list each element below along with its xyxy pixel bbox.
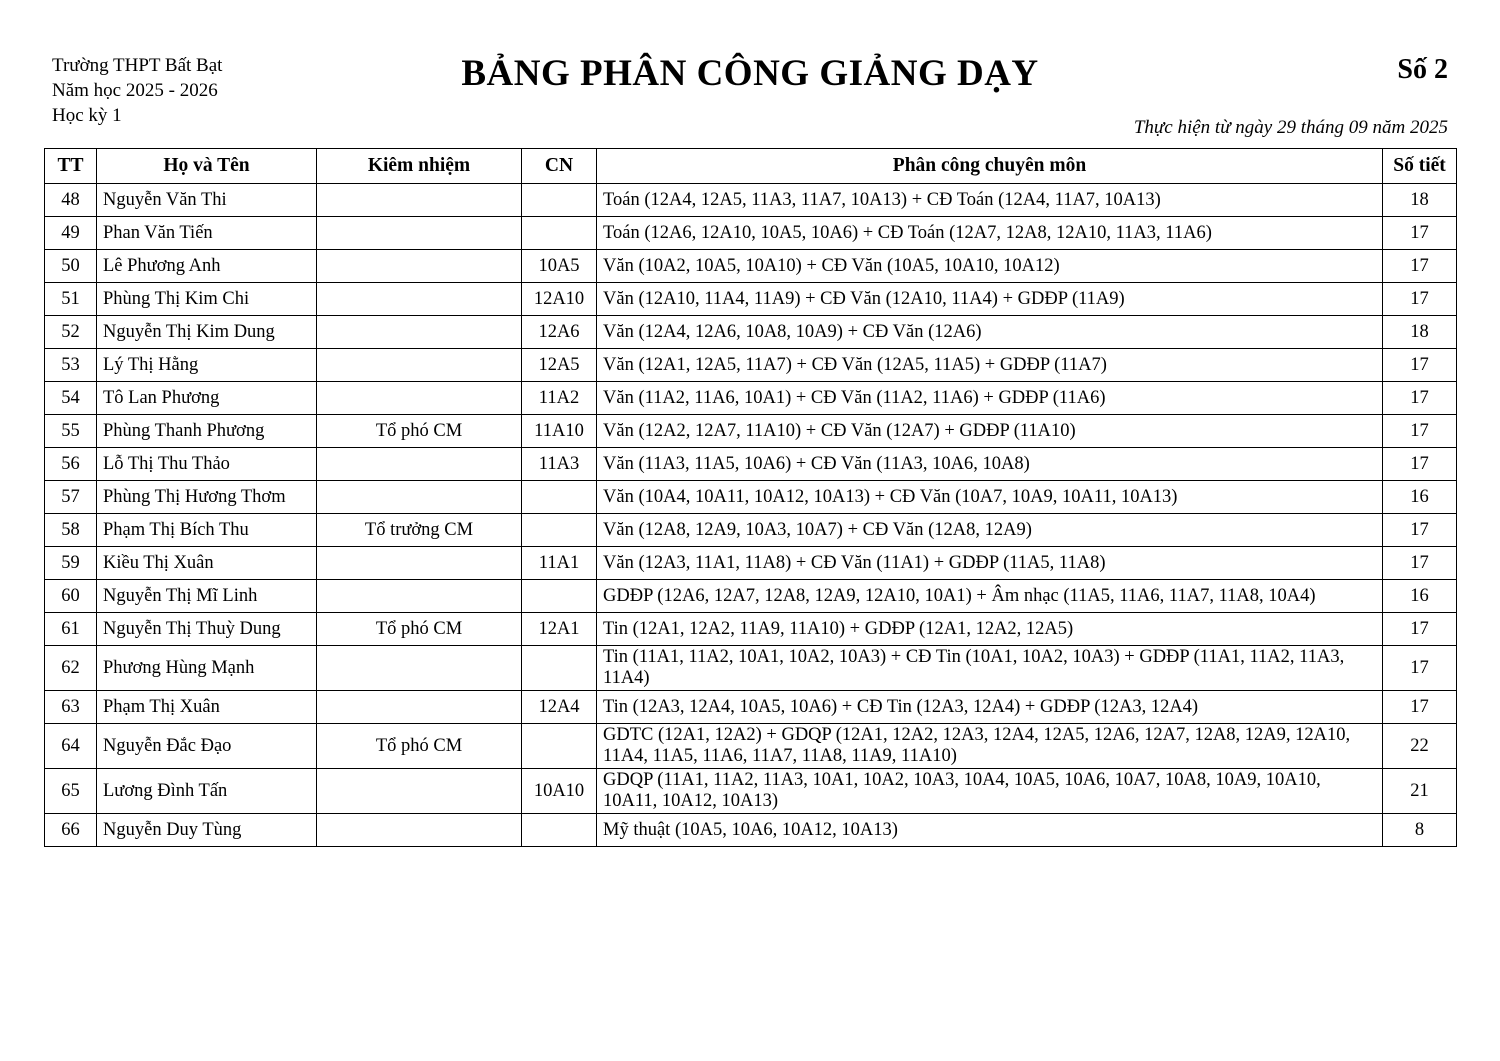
cell-cn [522, 580, 597, 613]
cell-cn: 10A10 [522, 769, 597, 814]
cell-cn [522, 217, 597, 250]
table-row [45, 481, 1457, 514]
cell-name: Lê Phương Anh [97, 250, 317, 283]
cell-cn: 10A5 [522, 250, 597, 283]
cell-name: Phan Văn Tiến [97, 217, 317, 250]
cell-kiem-nhiem [317, 250, 522, 283]
cell-tt: 60 [45, 580, 97, 613]
cell-so-tiet: 17 [1383, 283, 1457, 316]
school-year: Năm học 2025 - 2026 [52, 80, 218, 101]
cell-kiem-nhiem: Tổ trưởng CM [317, 514, 522, 547]
cell-cn [522, 646, 597, 691]
cell-name: Kiều Thị Xuân [97, 547, 317, 580]
cell-so-tiet: 16 [1383, 481, 1457, 514]
cell-name: Phùng Thị Hương Thơm [97, 481, 317, 514]
cell-so-tiet: 17 [1383, 217, 1457, 250]
school-name: Trường THPT Bất Bạt [52, 55, 223, 76]
cell-kiem-nhiem [317, 691, 522, 724]
cell-tt: 51 [45, 283, 97, 316]
cell-cn: 11A3 [522, 448, 597, 481]
cell-name: Nguyễn Văn Thi [97, 184, 317, 217]
cell-phan-cong: GDTC (12A1, 12A2) + GDQP (12A1, 12A2, 12A3, 12A4, 12A5, 12A6, 12A7, 12A8, 12A9, 12A10, 11A4, 11A5, 11A6, 11A7, 11A8, 11A9, 11A10) [597, 724, 1383, 769]
assignment-table [44, 148, 1457, 847]
cell-cn [522, 514, 597, 547]
cell-kiem-nhiem: Tổ phó CM [317, 724, 522, 769]
cell-so-tiet: 17 [1383, 382, 1457, 415]
cell-name: Nguyễn Thị Mĩ Linh [97, 580, 317, 613]
cell-name: Nguyễn Thị Kim Dung [97, 316, 317, 349]
sheet-number: Số 2 [1397, 54, 1448, 85]
table-row [45, 724, 1457, 769]
cell-so-tiet: 22 [1383, 724, 1457, 769]
cell-tt: 49 [45, 217, 97, 250]
cell-tt: 64 [45, 724, 97, 769]
cell-kiem-nhiem [317, 283, 522, 316]
cell-so-tiet: 17 [1383, 349, 1457, 382]
cell-tt: 53 [45, 349, 97, 382]
cell-name: Nguyễn Duy Tùng [97, 814, 317, 847]
cell-so-tiet: 17 [1383, 547, 1457, 580]
cell-kiem-nhiem [317, 448, 522, 481]
cell-so-tiet: 17 [1383, 514, 1457, 547]
table-header-row [45, 149, 1457, 184]
cell-tt: 58 [45, 514, 97, 547]
cell-tt: 57 [45, 481, 97, 514]
cell-cn: 12A6 [522, 316, 597, 349]
cell-tt: 50 [45, 250, 97, 283]
cell-cn: 12A10 [522, 283, 597, 316]
cell-name: Nguyễn Thị Thuỳ Dung [97, 613, 317, 646]
cell-so-tiet: 17 [1383, 691, 1457, 724]
cell-name: Phạm Thị Bích Thu [97, 514, 317, 547]
cell-phan-cong: Văn (11A2, 11A6, 10A1) + CĐ Văn (11A2, 11A6) + GDĐP (11A6) [597, 382, 1383, 415]
cell-cn [522, 724, 597, 769]
cell-kiem-nhiem: Tổ phó CM [317, 613, 522, 646]
cell-phan-cong: Văn (12A2, 12A7, 11A10) + CĐ Văn (12A7) + GDĐP (11A10) [597, 415, 1383, 448]
table-row [45, 580, 1457, 613]
cell-cn: 11A10 [522, 415, 597, 448]
table-row [45, 349, 1457, 382]
cell-phan-cong: Văn (12A10, 11A4, 11A9) + CĐ Văn (12A10, 11A4) + GDĐP (11A9) [597, 283, 1383, 316]
cell-name: Phùng Thị Kim Chi [97, 283, 317, 316]
cell-phan-cong: Văn (11A3, 11A5, 10A6) + CĐ Văn (11A3, 10A6, 10A8) [597, 448, 1383, 481]
cell-kiem-nhiem [317, 316, 522, 349]
cell-phan-cong: Tin (12A3, 12A4, 10A5, 10A6) + CĐ Tin (12A3, 12A4) + GDĐP (12A3, 12A4) [597, 691, 1383, 724]
cell-kiem-nhiem: Tổ phó CM [317, 415, 522, 448]
cell-name: Phương Hùng Mạnh [97, 646, 317, 691]
cell-cn [522, 184, 597, 217]
cell-tt: 48 [45, 184, 97, 217]
cell-cn [522, 481, 597, 514]
cell-phan-cong: GDQP (11A1, 11A2, 11A3, 10A1, 10A2, 10A3, 10A4, 10A5, 10A6, 10A7, 10A8, 10A9, 10A10, 10A11, 10A12, 10A13) [597, 769, 1383, 814]
cell-tt: 55 [45, 415, 97, 448]
cell-name: Phạm Thị Xuân [97, 691, 317, 724]
column-header-kiem-nhiem: Kiêm nhiệm [317, 149, 522, 184]
cell-name: Lý Thị Hằng [97, 349, 317, 382]
cell-phan-cong: Tin (11A1, 11A2, 10A1, 10A2, 10A3) + CĐ Tin (10A1, 10A2, 10A3) + GDĐP (11A1, 11A2, 11A3, 11A4) [597, 646, 1383, 691]
cell-phan-cong: Tin (12A1, 12A2, 11A9, 11A10) + GDĐP (12A1, 12A2, 12A5) [597, 613, 1383, 646]
cell-name: Phùng Thanh Phương [97, 415, 317, 448]
cell-so-tiet: 17 [1383, 646, 1457, 691]
cell-tt: 65 [45, 769, 97, 814]
table-row [45, 448, 1457, 481]
effective-date: Thực hiện từ ngày 29 tháng 09 năm 2025 [1133, 117, 1448, 138]
table-row [45, 814, 1457, 847]
cell-name: Lương Đình Tấn [97, 769, 317, 814]
cell-phan-cong: Văn (12A3, 11A1, 11A8) + CĐ Văn (11A1) + GDĐP (11A5, 11A8) [597, 547, 1383, 580]
cell-so-tiet: 8 [1383, 814, 1457, 847]
cell-kiem-nhiem [317, 769, 522, 814]
cell-kiem-nhiem [317, 349, 522, 382]
cell-so-tiet: 18 [1383, 184, 1457, 217]
semester: Học kỳ 1 [52, 105, 122, 126]
table-row [45, 547, 1457, 580]
table-row [45, 514, 1457, 547]
column-header-phan-cong: Phân công chuyên môn [597, 149, 1383, 184]
table-row [45, 250, 1457, 283]
cell-name: Lỗ Thị Thu Thảo [97, 448, 317, 481]
cell-cn: 12A4 [522, 691, 597, 724]
cell-tt: 54 [45, 382, 97, 415]
cell-phan-cong: Toán (12A4, 12A5, 11A3, 11A7, 10A13) + CĐ Toán (12A4, 11A7, 10A13) [597, 184, 1383, 217]
table-row [45, 382, 1457, 415]
cell-phan-cong: Toán (12A6, 12A10, 10A5, 10A6) + CĐ Toán (12A7, 12A8, 12A10, 11A3, 11A6) [597, 217, 1383, 250]
table-row [45, 217, 1457, 250]
cell-name: Nguyễn Đắc Đạo [97, 724, 317, 769]
cell-so-tiet: 16 [1383, 580, 1457, 613]
cell-cn: 12A5 [522, 349, 597, 382]
cell-so-tiet: 17 [1383, 415, 1457, 448]
cell-cn [522, 814, 597, 847]
table-row [45, 769, 1457, 814]
table-row [45, 646, 1457, 691]
cell-tt: 52 [45, 316, 97, 349]
column-header-name: Họ và Tên [97, 149, 317, 184]
cell-so-tiet: 21 [1383, 769, 1457, 814]
cell-name: Tô Lan Phương [97, 382, 317, 415]
table-row [45, 691, 1457, 724]
table-row [45, 283, 1457, 316]
cell-phan-cong: Văn (10A2, 10A5, 10A10) + CĐ Văn (10A5, 10A10, 10A12) [597, 250, 1383, 283]
cell-tt: 56 [45, 448, 97, 481]
cell-kiem-nhiem [317, 382, 522, 415]
column-header-so-tiet: Số tiết [1383, 149, 1457, 184]
cell-so-tiet: 18 [1383, 316, 1457, 349]
column-header-tt: TT [45, 149, 97, 184]
cell-tt: 61 [45, 613, 97, 646]
cell-so-tiet: 17 [1383, 448, 1457, 481]
cell-phan-cong: Văn (12A1, 12A5, 11A7) + CĐ Văn (12A5, 11A5) + GDĐP (11A7) [597, 349, 1383, 382]
table-row [45, 415, 1457, 448]
cell-cn: 11A1 [522, 547, 597, 580]
cell-tt: 66 [45, 814, 97, 847]
cell-kiem-nhiem [317, 184, 522, 217]
table-row [45, 316, 1457, 349]
cell-cn: 12A1 [522, 613, 597, 646]
cell-phan-cong: Văn (12A4, 12A6, 10A8, 10A9) + CĐ Văn (12A6) [597, 316, 1383, 349]
cell-phan-cong: Văn (10A4, 10A11, 10A12, 10A13) + CĐ Văn (10A7, 10A9, 10A11, 10A13) [597, 481, 1383, 514]
table-row [45, 613, 1457, 646]
cell-kiem-nhiem [317, 814, 522, 847]
cell-tt: 62 [45, 646, 97, 691]
page-title: BẢNG PHÂN CÔNG GIẢNG DẠY [461, 53, 1039, 94]
column-header-cn: CN [522, 149, 597, 184]
cell-kiem-nhiem [317, 580, 522, 613]
cell-so-tiet: 17 [1383, 613, 1457, 646]
cell-kiem-nhiem [317, 547, 522, 580]
table-row [45, 184, 1457, 217]
cell-phan-cong: GDĐP (12A6, 12A7, 12A8, 12A9, 12A10, 10A1) + Âm nhạc (11A5, 11A6, 11A7, 11A8, 10A4) [597, 580, 1383, 613]
cell-kiem-nhiem [317, 646, 522, 691]
cell-kiem-nhiem [317, 481, 522, 514]
cell-tt: 59 [45, 547, 97, 580]
cell-phan-cong: Văn (12A8, 12A9, 10A3, 10A7) + CĐ Văn (12A8, 12A9) [597, 514, 1383, 547]
cell-phan-cong: Mỹ thuật (10A5, 10A6, 10A12, 10A13) [597, 814, 1383, 847]
cell-tt: 63 [45, 691, 97, 724]
cell-so-tiet: 17 [1383, 250, 1457, 283]
cell-kiem-nhiem [317, 217, 522, 250]
cell-cn: 11A2 [522, 382, 597, 415]
